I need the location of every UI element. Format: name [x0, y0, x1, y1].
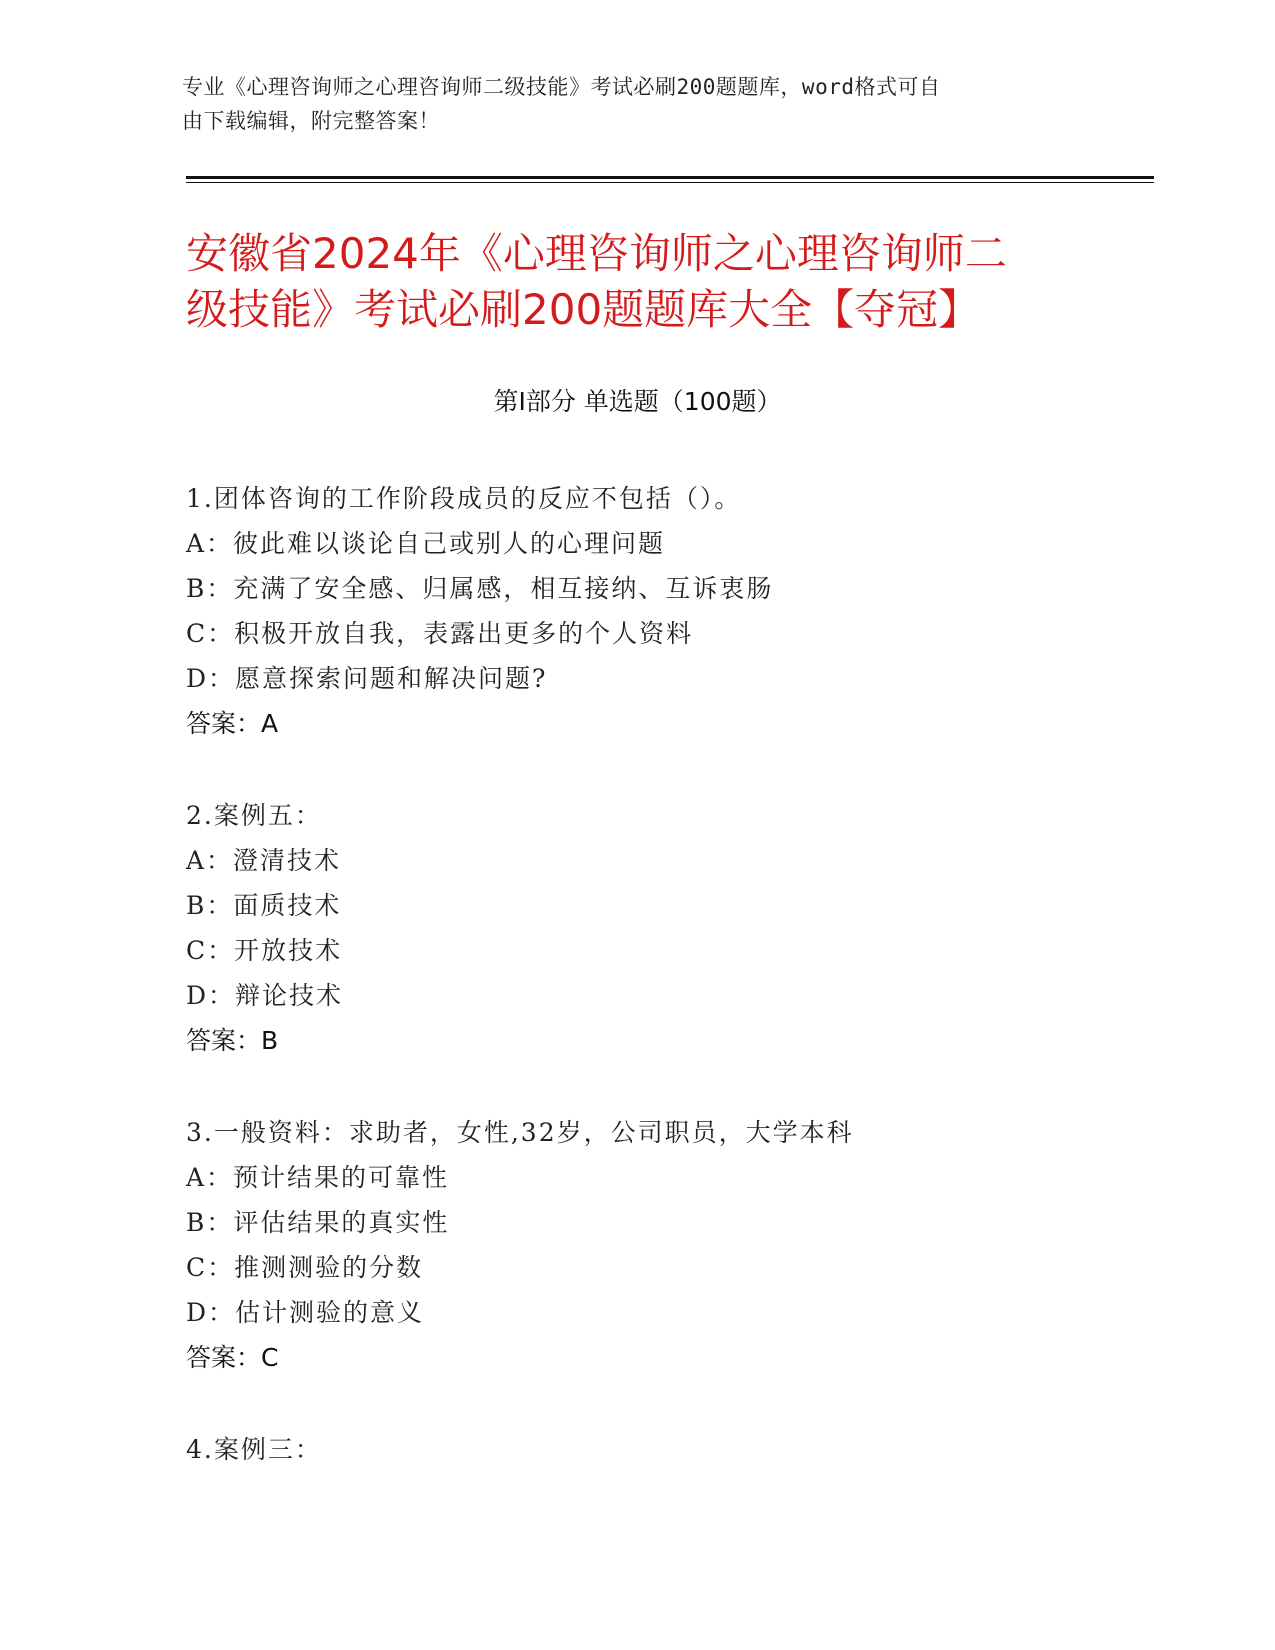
option-a: A：彼此难以谈论自己或别人的心理问题 — [186, 529, 666, 558]
header-note-line-2: 由下载编辑，附完整答案！ — [182, 109, 440, 133]
section-heading: 第Ⅰ部分 单选题（100题） — [493, 387, 782, 416]
question-2 — [186, 793, 1126, 1063]
option-c: C：开放技术 — [186, 936, 343, 965]
option-c: C：推测测验的分数 — [186, 1253, 424, 1282]
header-divider-thick — [186, 176, 1154, 179]
header-divider-thin — [186, 182, 1154, 183]
option-b: B：充满了安全感、归属感，相互接纳、互诉衷肠 — [186, 574, 774, 603]
option-b: B：评估结果的真实性 — [186, 1208, 450, 1237]
question-list — [186, 476, 1126, 1519]
answer: 答案：A — [186, 709, 279, 738]
question-4 — [186, 1427, 1126, 1472]
option-c: C：积极开放自我，表露出更多的个人资料 — [186, 619, 694, 648]
header-note — [182, 70, 1062, 138]
question-stem: 1.团体咨询的工作阶段成员的反应不包括（）。 — [186, 484, 742, 513]
option-d: D：估计测验的意义 — [186, 1298, 425, 1327]
header-note-line-1: 专业《心理咨询师之心理咨询师二级技能》考试必刷200题题库，word格式可自 — [182, 75, 941, 99]
option-a: A：澄清技术 — [186, 846, 342, 875]
option-d: D：愿意探索问题和解决问题? — [186, 664, 548, 693]
option-d: D：辩论技术 — [186, 981, 344, 1010]
question-3 — [186, 1110, 1126, 1380]
document-title-line-1: 安徽省2024年《心理咨询师之心理咨询师二 — [186, 229, 1007, 278]
question-stem: 3.一般资料：求助者，女性,32岁，公司职员，大学本科 — [186, 1118, 854, 1147]
question-stem: 4.案例三： — [186, 1435, 322, 1464]
option-a: A：预计结果的可靠性 — [186, 1163, 450, 1192]
answer: 答案：B — [186, 1026, 279, 1055]
document-title-line-2: 级技能》考试必刷200题题库大全【夺冠】 — [186, 285, 981, 334]
option-b: B：面质技术 — [186, 891, 342, 920]
question-stem: 2.案例五： — [186, 801, 322, 830]
answer: 答案：C — [186, 1343, 279, 1372]
document-title — [186, 226, 1086, 338]
question-1 — [186, 476, 1126, 746]
